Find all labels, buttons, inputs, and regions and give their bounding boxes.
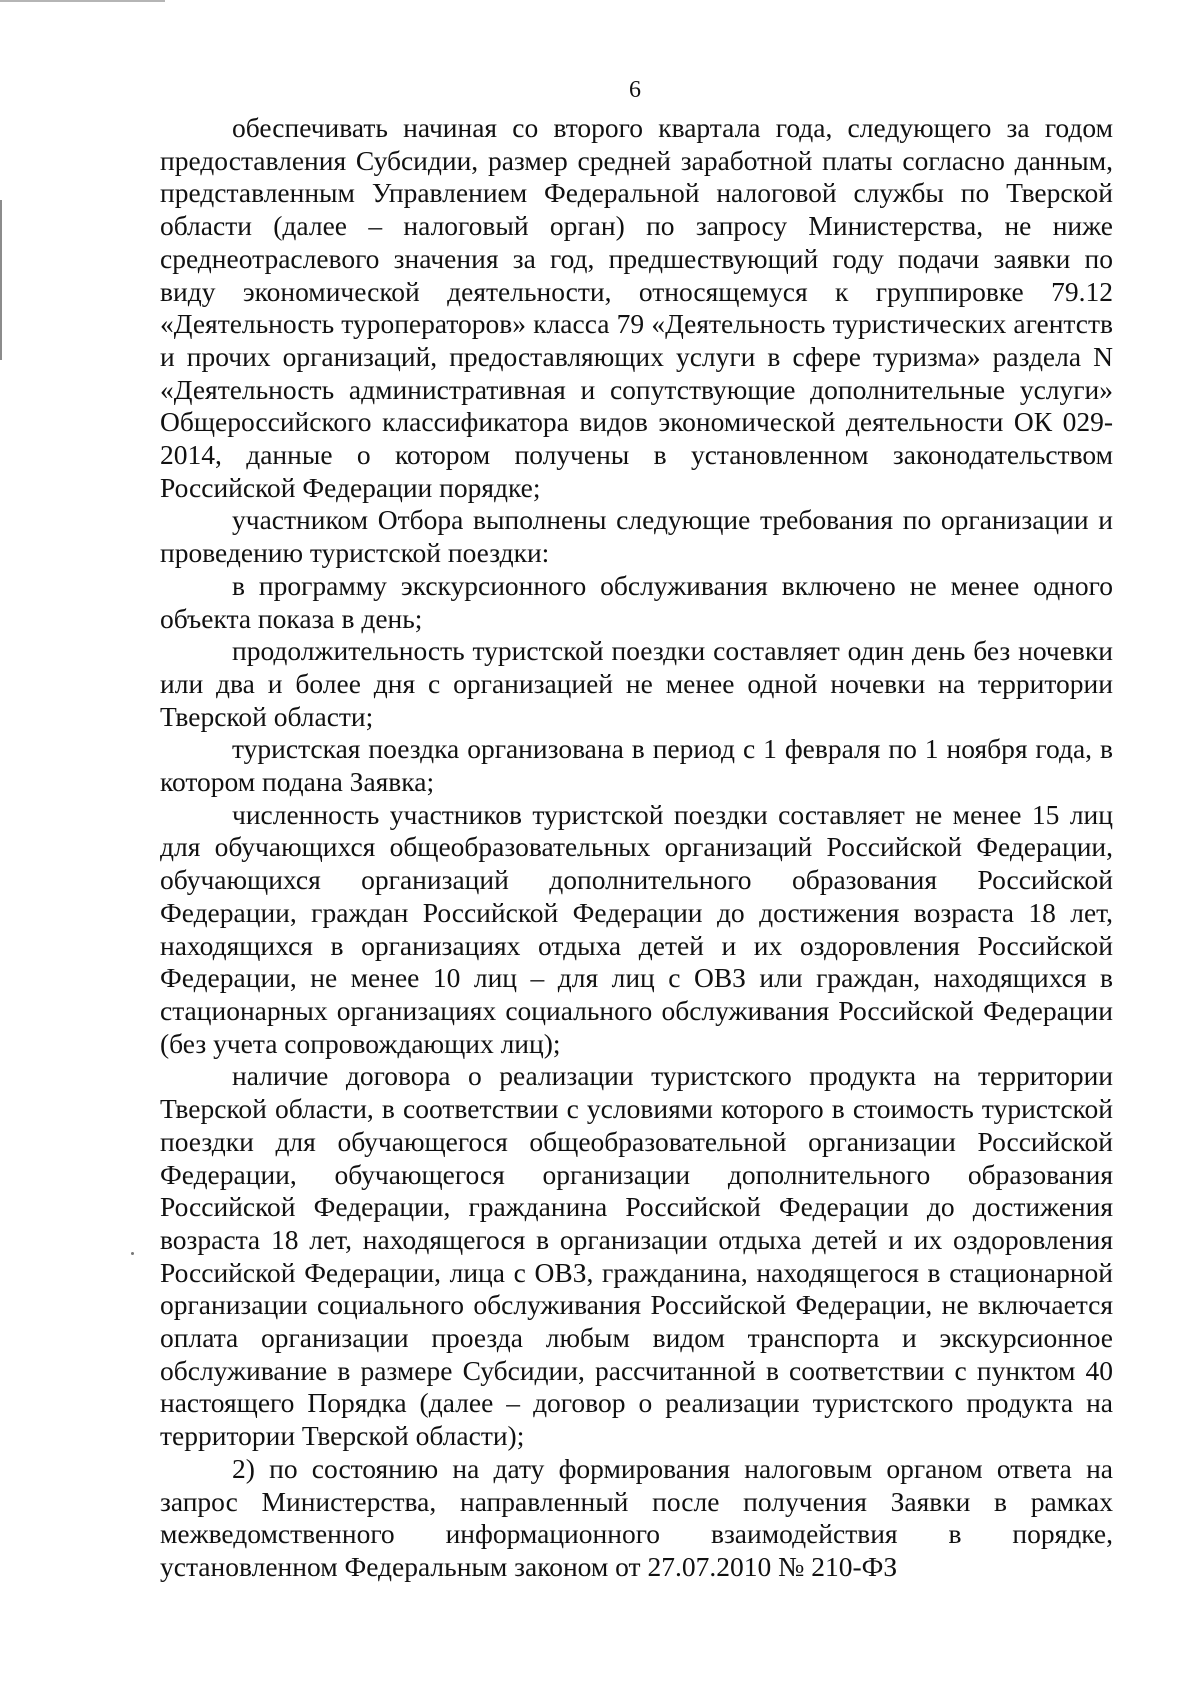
paragraph-participant-count: численность участников туристской поездки составляет не менее 15 лиц для обучающихся общеобразовательных организаций Российской Федерации, обучающихся организаций дополнительного образования Российской Федерации, граждан Российской Федерации до достижения возраста 18 лет, находящихся в организациях отдыха детей и их оздоровления Российской Федерации, не менее 10 лиц – для лиц с ОВЗ или граждан, находящихся в стационарных организациях социального обслуживания Российской Федерации (без учета сопровождающих лиц);	[160, 798, 1113, 1059]
page-number: 6	[629, 77, 641, 103]
scan-dot-mark	[131, 1252, 134, 1255]
paragraph-tour-contract: наличие договора о реализации туристского продукта на территории Тверской области, в соответствии с условиями которого в стоимость туристской поездки для обучающегося общеобразовательной организации Российской Федерации, обучающегося организации дополнительного образования Российской Федерации, гражданина Российской Федерации до достижения возраста 18 лет, находящегося в организации отдыха детей и их оздоровления Российской Федерации, лица с ОВЗ, гражданина, находящегося в стационарной организации социального обслуживания Российской Федерации, не включается оплата организации проезда любым видом транспорта и экскурсионное обслуживание в размере Субсидии, рассчитанной в соответствии с пунктом 40 настоящего Порядка (далее – договор о реализации туристского продукта на территории Тверской области);	[160, 1060, 1113, 1452]
scan-edge-mark	[0, 200, 2, 360]
paragraph-trip-period: туристская поездка организована в период с 1 февраля по 1 ноября года, в котором подана Заявка;	[160, 733, 1113, 798]
document-body	[160, 112, 1113, 1584]
paragraph-excursion-program: в программу экскурсионного обслуживания включено не менее одного объекта показа в день;	[160, 569, 1113, 634]
paragraph-trip-requirements-intro: участником Отбора выполнены следующие требования по организации и проведению туристской поездки:	[160, 504, 1113, 569]
paragraph-tax-authority-response: 2) по состоянию на дату формирования налоговым органом ответа на запрос Министерства, направленный после получения Заявки в рамках межведомственного информационного взаимодействия в порядке, установленном Федеральным законом от 27.07.2010 № 210-ФЗ	[160, 1452, 1113, 1582]
paragraph-trip-duration: продолжительность туристской поездки составляет один день без ночевки или два и более дня с организацией не менее одной ночевки на территории Тверской области;	[160, 635, 1113, 732]
scan-edge-mark	[0, 0, 165, 2]
paragraph-salary-requirement: обеспечивать начиная со второго квартала года, следующего за годом предоставления Субсидии, размер средней заработной платы согласно данным, представленным Управлением Федеральной налоговой службы по Тверской области (далее – налоговый орган) по запросу Министерства, не ниже среднеотраслевого значения за год, предшествующий году подачи заявки по виду экономической деятельности, относящемуся к группировке 79.12 «Деятельность туроператоров» класса 79 «Деятельность туристических агентств и прочих организаций, предоставляющих услуги в сфере туризма» раздела N «Деятельность административная и сопутствующие дополнительные услуги» Общероссийского классификатора видов экономической деятельности ОК 029-2014, данные о котором получены в установленном законодательством Российской Федерации порядке;	[160, 112, 1113, 503]
